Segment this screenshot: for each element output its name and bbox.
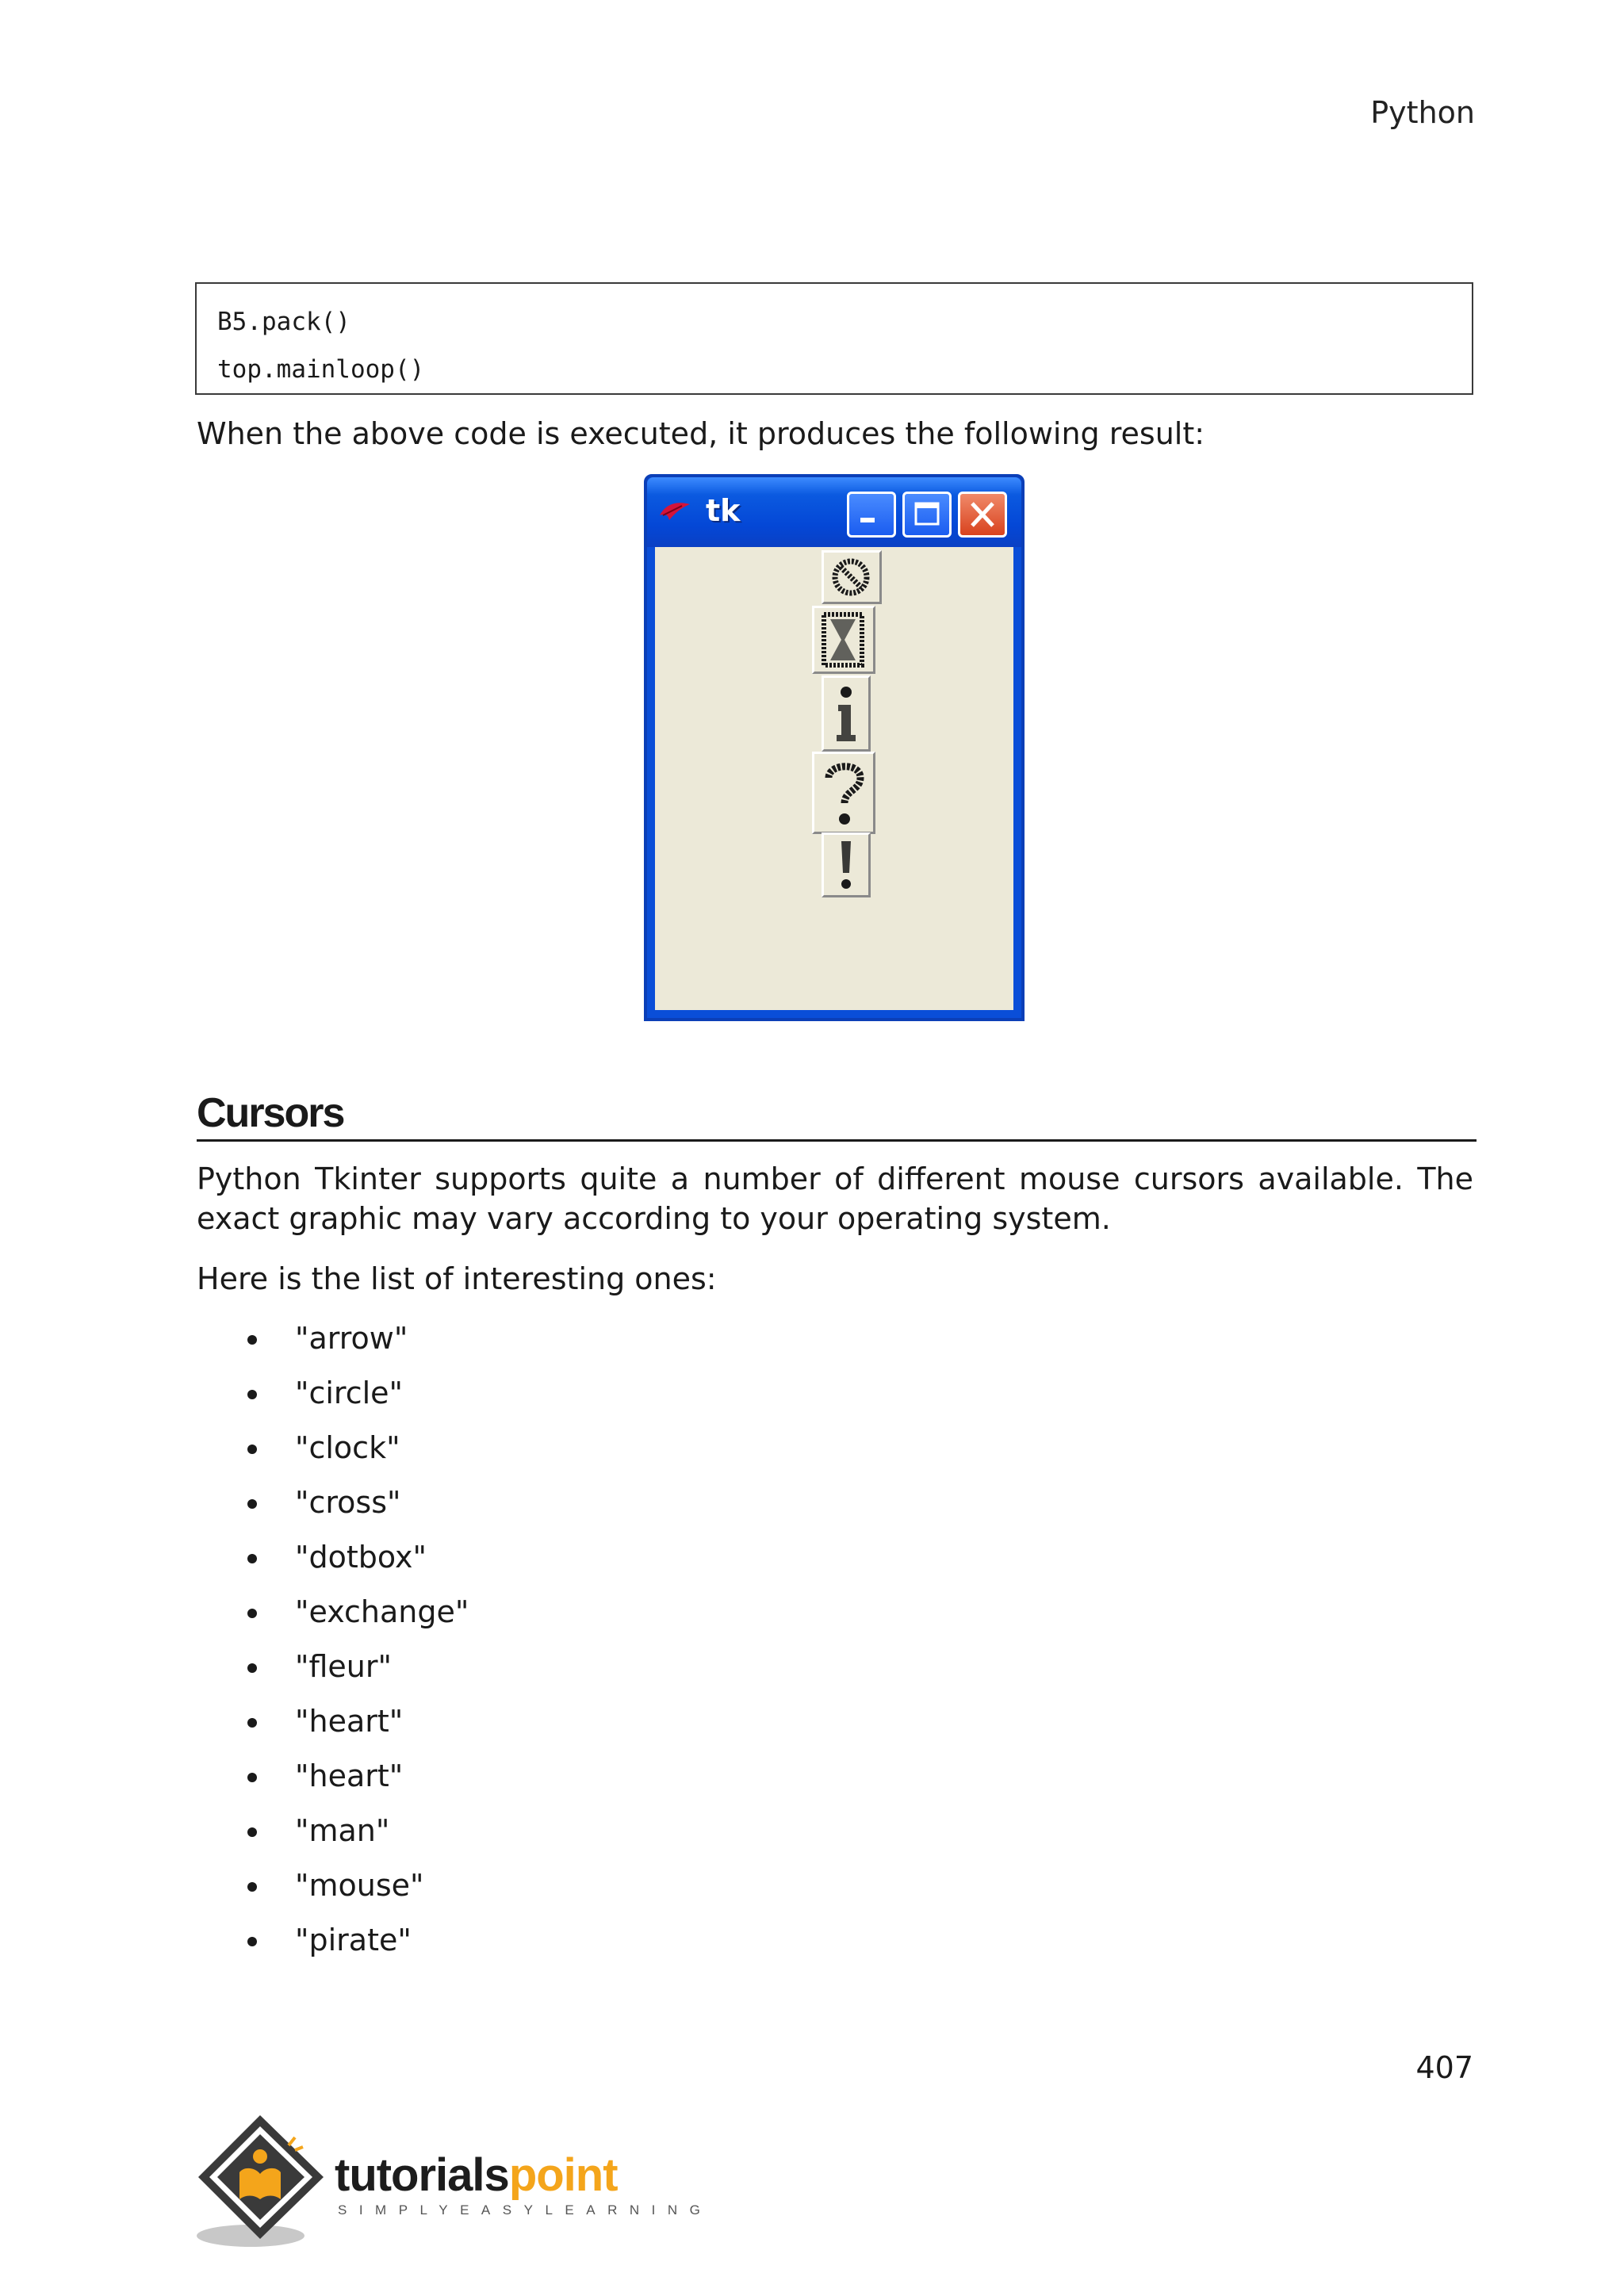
hourglass-icon (814, 608, 873, 672)
cursor-button-circle[interactable] (822, 550, 882, 604)
cursor-button-exclamation[interactable] (822, 832, 871, 897)
bullet-icon (247, 1773, 257, 1782)
code-line: top.mainloop() (217, 355, 425, 384)
logo-wordmark: tutorialspoint (335, 2149, 618, 2201)
tk-feather-icon (658, 499, 691, 522)
page-header-title: Python (1370, 95, 1475, 130)
cursor-button-info[interactable] (822, 675, 871, 752)
code-line: B5.pack() (217, 308, 350, 336)
bullet-icon (247, 1663, 257, 1673)
minimize-icon (849, 494, 894, 535)
tk-window-title: tk (706, 493, 741, 528)
bullet-icon (247, 1390, 257, 1399)
logo-diamond-icon (195, 2110, 338, 2253)
cursor-button-question[interactable] (812, 752, 875, 834)
tk-titlebar (647, 477, 1021, 547)
section-paragraph: Python Tkinter supports quite a number of different mouse cursors available. The exact graphic may vary according to your operating system. (197, 1161, 1473, 1236)
close-icon (960, 494, 1005, 535)
info-icon (824, 678, 868, 749)
bullet-icon (247, 1335, 257, 1345)
tk-window-client-area (655, 547, 1013, 1010)
bullet-icon (247, 1554, 257, 1563)
result-intro-text: When the above code is executed, it produces the following result: (197, 416, 1205, 451)
section-heading: Cursors (197, 1090, 344, 1136)
section-divider (197, 1139, 1477, 1142)
logo-tagline: SIMPLYEASYLEARNING (338, 2202, 713, 2218)
bullet-icon (247, 1445, 257, 1454)
bullet-icon (247, 1882, 257, 1892)
code-block (195, 282, 1473, 395)
cursor-button-watch[interactable] (812, 606, 875, 674)
maximize-icon (905, 494, 949, 535)
question-mark-icon (814, 754, 873, 832)
list-intro-text: Here is the list of interesting ones: (197, 1261, 717, 1296)
tk-window-screenshot (644, 474, 1025, 1021)
close-button[interactable] (958, 492, 1007, 538)
exclamation-icon (824, 835, 868, 895)
bullet-icon (247, 1609, 257, 1618)
bullet-icon (247, 1937, 257, 1946)
page-number: 407 (1415, 2050, 1473, 2085)
tutorialspoint-logo (195, 2110, 713, 2253)
bullet-icon (247, 1499, 257, 1509)
minimize-button[interactable] (847, 492, 896, 538)
bullet-icon (247, 1827, 257, 1837)
maximize-button[interactable] (902, 492, 952, 538)
bullet-icon (247, 1718, 257, 1728)
no-entry-icon (824, 553, 879, 602)
